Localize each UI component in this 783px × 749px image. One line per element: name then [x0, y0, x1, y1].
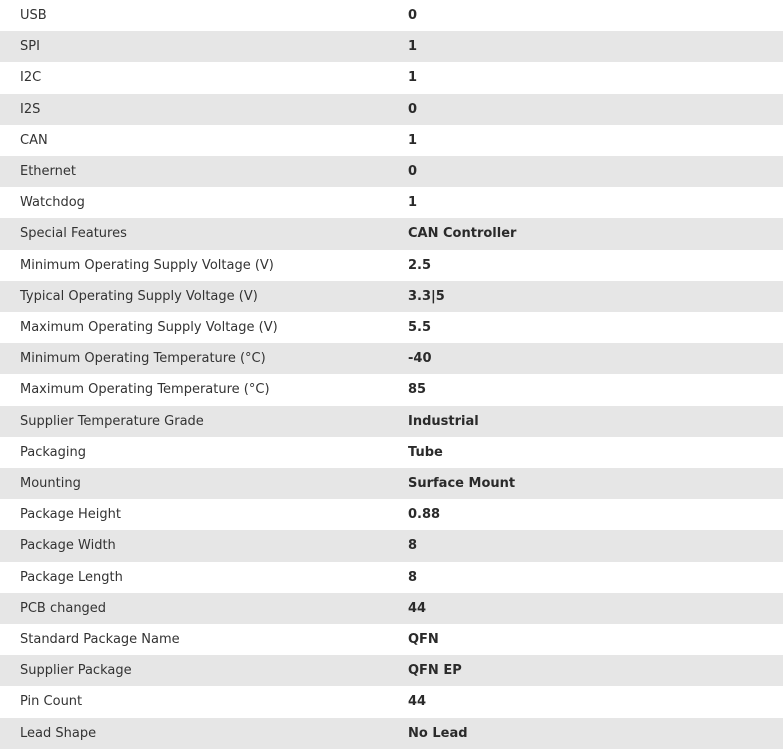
- spec-value: 0: [396, 156, 783, 187]
- spec-name: Maximum Operating Temperature (°C): [0, 374, 396, 405]
- table-row: [0, 187, 783, 218]
- spec-name: Supplier Package: [0, 655, 396, 686]
- spec-value: 1: [396, 125, 783, 156]
- spec-value: Surface Mount: [396, 468, 783, 499]
- spec-value: Tube: [396, 437, 783, 468]
- spec-value: 0: [396, 0, 783, 31]
- spec-name: I2C: [0, 62, 396, 93]
- spec-value: No Lead: [396, 718, 783, 749]
- spec-value: 5.5: [396, 312, 783, 343]
- table-row: [0, 593, 783, 624]
- spec-name: Maximum Operating Supply Voltage (V): [0, 312, 396, 343]
- spec-value: 85: [396, 374, 783, 405]
- table-row: [0, 562, 783, 593]
- table-row: [0, 686, 783, 717]
- table-row: [0, 406, 783, 437]
- table-row: [0, 125, 783, 156]
- spec-value: 2.5: [396, 250, 783, 281]
- table-row: [0, 312, 783, 343]
- spec-name: Mounting: [0, 468, 396, 499]
- spec-name: Package Height: [0, 499, 396, 530]
- table-row: [0, 343, 783, 374]
- table-row: [0, 655, 783, 686]
- spec-name: Ethernet: [0, 156, 396, 187]
- spec-value: 1: [396, 31, 783, 62]
- spec-name: Package Length: [0, 562, 396, 593]
- spec-name: USB: [0, 0, 396, 31]
- table-row: [0, 374, 783, 405]
- table-row: [0, 156, 783, 187]
- table-row: [0, 530, 783, 561]
- spec-name: SPI: [0, 31, 396, 62]
- table-row: [0, 218, 783, 249]
- spec-value: Industrial: [396, 406, 783, 437]
- spec-value: 3.3|5: [396, 281, 783, 312]
- table-row: [0, 499, 783, 530]
- spec-value: 8: [396, 562, 783, 593]
- spec-value: 8: [396, 530, 783, 561]
- spec-name: Supplier Temperature Grade: [0, 406, 396, 437]
- spec-name: PCB changed: [0, 593, 396, 624]
- spec-value: CAN Controller: [396, 218, 783, 249]
- spec-name: Pin Count: [0, 686, 396, 717]
- spec-value: 1: [396, 62, 783, 93]
- spec-value: -40: [396, 343, 783, 374]
- table-row: [0, 437, 783, 468]
- spec-name: Special Features: [0, 218, 396, 249]
- spec-name: Minimum Operating Temperature (°C): [0, 343, 396, 374]
- spec-name: Package Width: [0, 530, 396, 561]
- spec-name: CAN: [0, 125, 396, 156]
- spec-name: Lead Shape: [0, 718, 396, 749]
- table-row: [0, 468, 783, 499]
- spec-value: 0: [396, 94, 783, 125]
- spec-value: 0.88: [396, 499, 783, 530]
- spec-name: I2S: [0, 94, 396, 125]
- spec-name: Typical Operating Supply Voltage (V): [0, 281, 396, 312]
- table-row: [0, 0, 783, 31]
- spec-value: QFN: [396, 624, 783, 655]
- table-row: [0, 250, 783, 281]
- spec-name: Packaging: [0, 437, 396, 468]
- spec-name: Standard Package Name: [0, 624, 396, 655]
- table-row: [0, 281, 783, 312]
- table-row: [0, 718, 783, 749]
- table-row: [0, 624, 783, 655]
- table-row: [0, 31, 783, 62]
- table-row: [0, 62, 783, 93]
- spec-value: QFN EP: [396, 655, 783, 686]
- table-row: [0, 94, 783, 125]
- spec-name: Minimum Operating Supply Voltage (V): [0, 250, 396, 281]
- spec-value: 44: [396, 686, 783, 717]
- spec-name: Watchdog: [0, 187, 396, 218]
- spec-value: 44: [396, 593, 783, 624]
- spec-value: 1: [396, 187, 783, 218]
